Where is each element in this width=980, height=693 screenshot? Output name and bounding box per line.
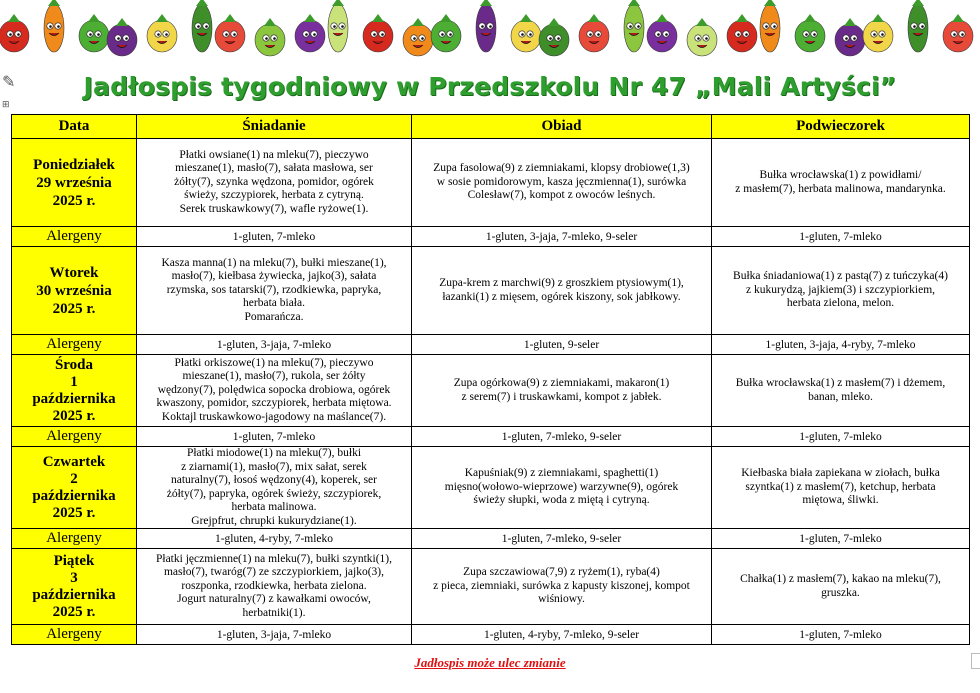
- vegetable-characters-icon: [0, 0, 980, 66]
- day-label: Czwartek 2 października 2025 r.: [12, 447, 137, 529]
- allergen-lunch: 1-gluten, 9-seler: [412, 335, 712, 355]
- day-label: Środa 1 października 2025 r.: [12, 355, 137, 427]
- allergen-breakfast: 1-gluten, 4-ryby, 7-mleko: [137, 529, 412, 549]
- allergen-snack: 1-gluten, 7-mleko: [712, 529, 970, 549]
- breakfast-cell: Płatki miodowe(1) na mleku(7), bułki z ziarnami(1), masło(7), mix sałat, serek naturalny(7), łosoś wędzony(4), koperek, ser żółty(7), papryka, ogórek świeży, szczypiorek, herbata malinowa. Grejpfrut, chrupki kukurydziane(1).: [137, 447, 412, 529]
- allergen-breakfast: 1-gluten, 7-mleko: [137, 227, 412, 247]
- weekly-menu-table: [11, 114, 970, 645]
- snack-cell: Bułka wrocławska(1) z powidłami/ z masłem(7), herbata malinowa, mandarynka.: [712, 139, 970, 227]
- snack-cell: Chałka(1) z masłem(7), kakao na mleku(7), gruszka.: [712, 549, 970, 625]
- allergen-lunch: 1-gluten, 7-mleko, 9-seler: [412, 529, 712, 549]
- allergen-label: Alergeny: [12, 427, 137, 447]
- snack-cell: Bułka wrocławska(1) z masłem(7) i dżemem, banan, mleko.: [712, 355, 970, 427]
- vegetable-banner: [0, 0, 980, 66]
- menu-row-friday: [12, 549, 970, 625]
- breakfast-cell: Płatki jęczmienne(1) na mleku(7), bułki szyntki(1), masło(7), twaróg(7) ze szczypiorkiem, jajko(3), roszponka, rzodkiewka, herbata zielona. Jogurt naturalny(7) z kawałkami owoców, herbatniki(1).: [137, 549, 412, 625]
- lunch-cell: Zupa fasolowa(9) z ziemniakami, klopsy drobiowe(1,3) w sosie pomidorowym, kasza jęczmienna(1), surówka Colesław(7), kompot z owoców leśnych.: [412, 139, 712, 227]
- snack-cell: Kiełbaska biała zapiekana w ziołach, bułka szyntka(1) z masłem(7), ketchup, herbata miętowa, śliwki.: [712, 447, 970, 529]
- header-date: Data: [12, 115, 137, 139]
- edit-pen-icon[interactable]: ✎: [2, 72, 16, 91]
- day-label: Poniedziałek 29 września 2025 r.: [12, 139, 137, 227]
- allergen-row-friday: [12, 625, 970, 645]
- page-title: Jadłospis tygodniowy w Przedszkolu Nr 47 „Mali Artyści”: [83, 72, 897, 101]
- menu-row-tuesday: [12, 247, 970, 335]
- allergen-breakfast: 1-gluten, 3-jaja, 7-mleko: [137, 335, 412, 355]
- allergen-lunch: 1-gluten, 4-ryby, 7-mleko, 9-seler: [412, 625, 712, 645]
- allergen-row-wednesday: [12, 427, 970, 447]
- allergen-snack: 1-gluten, 3-jaja, 4-ryby, 7-mleko: [712, 335, 970, 355]
- allergen-row-monday: [12, 227, 970, 247]
- table-handle-icon[interactable]: ⊞: [2, 100, 10, 110]
- allergen-breakfast: 1-gluten, 7-mleko: [137, 427, 412, 447]
- menu-row-monday: [12, 139, 970, 227]
- menu-row-thursday: [12, 447, 970, 529]
- page-corner-marker: [971, 653, 980, 669]
- allergen-snack: 1-gluten, 7-mleko: [712, 227, 970, 247]
- allergen-label: Alergeny: [12, 625, 137, 645]
- lunch-cell: Kapuśniak(9) z ziemniakami, spaghetti(1) mięsno(wołowo-wieprzowe) warzywne(9), ogórek świeży słupki, woda z miętą i cytryną.: [412, 447, 712, 529]
- allergen-breakfast: 1-gluten, 3-jaja, 7-mleko: [137, 625, 412, 645]
- header-snack: Podwieczorek: [712, 115, 970, 139]
- header-breakfast: Śniadanie: [137, 115, 412, 139]
- snack-cell: Bułka śniadaniowa(1) z pastą(7) z tuńczyka(4) z kukurydzą, jajkiem(3) i szczypiorkiem, herbata zielona, melon.: [712, 247, 970, 335]
- lunch-cell: Zupa szczawiowa(7,9) z ryżem(1), ryba(4) z pieca, ziemniaki, surówka z kapusty kiszonej, kompot wiśniowy.: [412, 549, 712, 625]
- allergen-label: Alergeny: [12, 227, 137, 247]
- allergen-lunch: 1-gluten, 7-mleko, 9-seler: [412, 427, 712, 447]
- allergen-lunch: 1-gluten, 3-jaja, 7-mleko, 9-seler: [412, 227, 712, 247]
- breakfast-cell: Kasza manna(1) na mleku(7), bułki mieszane(1), masło(7), kiełbasa żywiecka, jajko(3), sałata rzymska, sos tatarski(7), rzodkiewka, papryka, herbata biała. Pomarańcza.: [137, 247, 412, 335]
- allergen-row-tuesday: [12, 335, 970, 355]
- allergen-snack: 1-gluten, 7-mleko: [712, 427, 970, 447]
- allergen-snack: 1-gluten, 7-mleko: [712, 625, 970, 645]
- header-lunch: Obiad: [412, 115, 712, 139]
- day-label: Wtorek 30 września 2025 r.: [12, 247, 137, 335]
- breakfast-cell: Płatki owsiane(1) na mleku(7), pieczywo mieszane(1), masło(7), sałata masłowa, ser żółty(7), szynka wędzona, pomidor, ogórek świeży, szczypiorek, herbata z cytryną. Serek truskawkowy(7), wafle ryżowe(1).: [137, 139, 412, 227]
- allergen-label: Alergeny: [12, 335, 137, 355]
- header-row: [12, 115, 970, 139]
- breakfast-cell: Płatki orkiszowe(1) na mleku(7), pieczywo mieszane(1), masło(7), rukola, ser żółty wędzony(7), polędwica sopocka drobiowa, ogórek kwaszony, pomidor, szczypiorek, herbata miętowa. Koktajl truskawkowo-jagodowy na maślance(7).: [137, 355, 412, 427]
- allergen-row-thursday: [12, 529, 970, 549]
- lunch-cell: Zupa ogórkowa(9) z ziemniakami, makaron(1) z serem(7) i truskawkami, kompot z jabłek.: [412, 355, 712, 427]
- lunch-cell: Zupa-krem z marchwi(9) z groszkiem ptysiowym(1), łazanki(1) z mięsem, ogórek kiszony, sok jabłkowy.: [412, 247, 712, 335]
- menu-change-notice: Jadłospis może ulec zmianie: [414, 655, 566, 670]
- menu-row-wednesday: [12, 355, 970, 427]
- day-label: Piątek 3 października 2025 r.: [12, 549, 137, 625]
- allergen-label: Alergeny: [12, 529, 137, 549]
